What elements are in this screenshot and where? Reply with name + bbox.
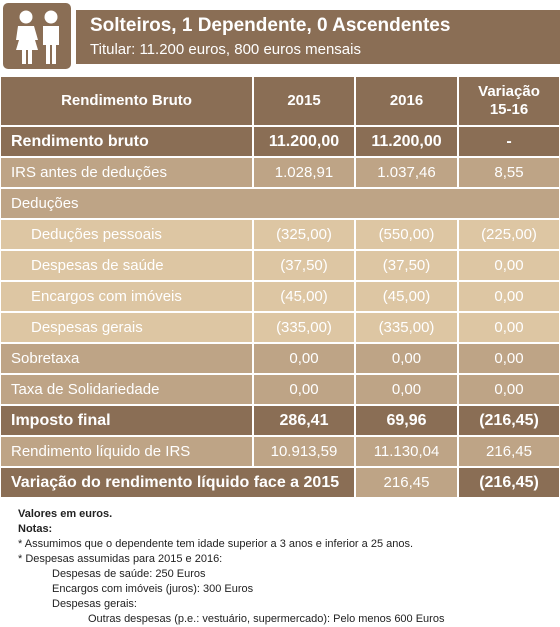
page-subtitle: Titular: 11.200 euros, 800 euros mensais (90, 41, 361, 58)
column-header-text: Rendimento Bruto (61, 92, 192, 109)
row-label: Deduções pessoais (0, 219, 253, 250)
note-detail: Despesas de saúde: 250 Euros (52, 568, 206, 580)
value-2015: 0,00 (253, 374, 355, 405)
value-2016: (37,50) (355, 250, 458, 281)
value-2016: 11.130,04 (355, 436, 458, 467)
row-label: Sobretaxa (0, 343, 253, 374)
header-band (76, 10, 560, 64)
value-variation: 0,00 (458, 281, 560, 312)
value-2015: (45,00) (253, 281, 355, 312)
value-variation: 0,00 (458, 312, 560, 343)
row-label: IRS antes de deduções (0, 157, 253, 188)
value-variation: 0,00 (458, 250, 560, 281)
man-icon (43, 11, 59, 65)
column-header (0, 76, 253, 126)
column-header (458, 76, 560, 126)
value-variation: 8,55 (458, 157, 560, 188)
note-item: * Assumimos que o dependente tem idade superior a 3 anos e inferior a 25 anos. (18, 538, 414, 550)
value-2015: 11.200,00 (253, 126, 355, 157)
notes-block (18, 507, 444, 627)
row-label: Imposto final (0, 405, 253, 436)
value-variation: (216,45) (458, 405, 560, 436)
value-2016: (45,00) (355, 281, 458, 312)
footer-label: Variação do rendimento líquido face a 2015 (0, 467, 355, 498)
column-header-text: 2016 (389, 92, 424, 109)
value-2015: 286,41 (253, 405, 355, 436)
row-label: Despesas de saúde (0, 250, 253, 281)
value-2015: 10.913,59 (253, 436, 355, 467)
page-title: Solteiros, 1 Dependente, 0 Ascendentes (90, 15, 451, 36)
value-variation: - (458, 126, 560, 157)
family-icon-box (3, 3, 71, 69)
value-variation: (225,00) (458, 219, 560, 250)
column-header-text: Variação (478, 83, 540, 100)
value-2015: (335,00) (253, 312, 355, 343)
note-item: * Despesas assumidas para 2015 e 2016: (18, 553, 223, 565)
value-2016: 1.037,46 (355, 157, 458, 188)
value-2015: 1.028,91 (253, 157, 355, 188)
column-header (253, 76, 355, 126)
footer-value: 216,45 (355, 467, 458, 498)
column-header (355, 76, 458, 126)
value-variation: 0,00 (458, 374, 560, 405)
value-variation: 216,45 (458, 436, 560, 467)
note-detail: Despesas gerais: (52, 598, 137, 610)
value-2016: (550,00) (355, 219, 458, 250)
value-2016: 11.200,00 (355, 126, 458, 157)
column-header-text: 15-16 (489, 101, 529, 118)
woman-icon (16, 11, 38, 65)
value-2016: 69,96 (355, 405, 458, 436)
row-label: Rendimento líquido de IRS (0, 436, 253, 467)
row-label: Despesas gerais (0, 312, 253, 343)
value-2016: 0,00 (355, 343, 458, 374)
value-2015: (325,00) (253, 219, 355, 250)
notes-heading: Notas: (18, 523, 53, 535)
footer-variation: (216,45) (458, 467, 560, 498)
value-variation: 0,00 (458, 343, 560, 374)
family-icon (3, 3, 71, 69)
note-detail: Outras despesas (p.e.: vestuário, supermercado): Pelo menos 600 Euros (88, 613, 445, 625)
row-label: Rendimento bruto (0, 126, 253, 157)
row-label: Taxa de Solidariedade (0, 374, 253, 405)
table-row-section: Deduções (0, 188, 560, 219)
column-header-text: 2015 (287, 92, 321, 109)
note-detail: Encargos com imóveis (juros): 300 Euros (52, 583, 254, 595)
value-2015: (37,50) (253, 250, 355, 281)
value-2015: 0,00 (253, 343, 355, 374)
value-2016: 0,00 (355, 374, 458, 405)
row-label: Encargos com imóveis (0, 281, 253, 312)
header (0, 0, 560, 72)
units-note: Valores em euros. (18, 508, 113, 520)
value-2016: (335,00) (355, 312, 458, 343)
